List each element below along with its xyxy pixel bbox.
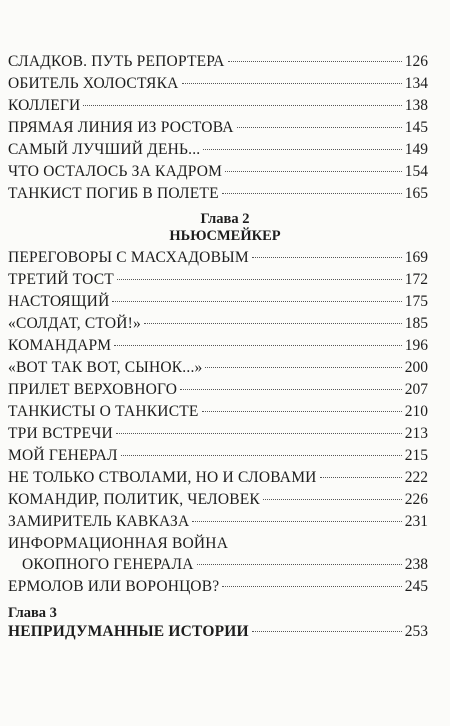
dot-leader [116, 433, 402, 434]
dot-leader [83, 105, 401, 106]
dot-leader [225, 171, 402, 172]
dot-leader [117, 279, 402, 280]
toc-entry-multiline-line2 [22, 555, 428, 576]
dot-leader [222, 193, 402, 194]
toc-entry-page: 222 [404, 469, 428, 486]
toc-entry-title: ЧТО ОСТАЛОСЬ ЗА КАДРОМ [8, 163, 223, 180]
dot-leader [320, 477, 402, 478]
toc-entry [8, 468, 428, 489]
toc-entry-page: 213 [404, 425, 428, 442]
dot-leader [202, 411, 402, 412]
toc-entry-title: ТАНКИСТ ПОГИБ В ПОЛЕТЕ [8, 185, 219, 202]
toc-entry-title: КОЛЛЕГИ [8, 97, 81, 114]
toc-entry-title: ТРЕТИЙ ТОСТ [8, 271, 114, 288]
dot-leader [205, 367, 401, 368]
toc-entry-multiline-line1 [8, 534, 428, 554]
toc-entry [8, 140, 428, 161]
dot-leader [112, 301, 401, 302]
chapter-3-label: Глава 3 [8, 605, 57, 621]
toc-entry-title: ЗАМИРИТЕЛЬ КАВКАЗА [8, 513, 190, 530]
toc-entry-page: 238 [404, 556, 428, 573]
toc-entry [8, 380, 428, 401]
dot-leader [121, 455, 402, 456]
toc-entry [8, 118, 428, 139]
toc-entry [8, 402, 428, 423]
toc-entry-page: 245 [404, 578, 428, 595]
toc-entry-page: 175 [404, 293, 428, 310]
toc-entry-title: ОБИТЕЛЬ ХОЛОСТЯКА [8, 75, 179, 92]
toc-entry [8, 248, 428, 269]
toc-entry-page: 145 [404, 119, 428, 136]
toc-entry [8, 270, 428, 291]
toc-entry-title: СЛАДКОВ. ПУТЬ РЕПОРТЕРА [8, 53, 225, 70]
toc-entry-page: 200 [404, 359, 428, 376]
dot-leader [180, 389, 402, 390]
toc-entry [8, 314, 428, 335]
toc-entry-page: 169 [404, 249, 428, 266]
dot-leader [182, 83, 402, 84]
toc-entry [8, 512, 428, 533]
toc-entry-title: НАСТОЯЩИЙ [8, 293, 110, 310]
toc-entry [8, 490, 428, 511]
toc-entry [8, 292, 428, 313]
toc-entry [8, 446, 428, 467]
toc-entry-page: 134 [404, 75, 428, 92]
dot-leader [263, 499, 402, 500]
dot-leader [228, 61, 402, 62]
toc-entry-title: ИНФОРМАЦИОННАЯ ВОЙНА [8, 535, 229, 552]
toc-entry-title: НЕ ТОЛЬКО СТВОЛАМИ, НО И СЛОВАМИ [8, 469, 317, 486]
dot-leader [222, 586, 401, 587]
toc-entry-page: 207 [404, 381, 428, 398]
toc-entry-page: 226 [404, 491, 428, 508]
toc-entry [8, 52, 428, 73]
toc-entry-title: ОКОПНОГО ГЕНЕРАЛА [22, 556, 194, 573]
chapter-3-title: НЕПРИДУМАННЫЕ ИСТОРИИ [8, 623, 249, 640]
toc-entry-page: 196 [404, 337, 428, 354]
toc-entry-title: ТРИ ВСТРЕЧИ [8, 425, 113, 442]
dot-leader [203, 149, 401, 150]
toc-entry-title: САМЫЙ ЛУЧШИЙ ДЕНЬ... [8, 141, 201, 158]
toc-entry-page: 210 [404, 403, 428, 420]
dot-leader [114, 345, 401, 346]
toc-entry-title: ПРИЛЕТ ВЕРХОВНОГО [8, 381, 178, 398]
toc-entry [8, 336, 428, 357]
toc-entry [8, 577, 428, 598]
dot-leader [237, 127, 402, 128]
toc-entry-title: ТАНКИСТЫ О ТАНКИСТЕ [8, 403, 199, 420]
chapter-2-label: Глава 2 [200, 211, 250, 227]
toc-entry-title: КОМАНДАРМ [8, 337, 112, 354]
dot-leader [252, 257, 402, 258]
toc-entry [8, 424, 428, 445]
toc-entry [8, 358, 428, 379]
dot-leader [197, 564, 402, 565]
toc-entry-title: ЕРМОЛОВ ИЛИ ВОРОНЦОВ? [8, 578, 220, 595]
toc-entry-title: ПЕРЕГОВОРЫ С МАСХАДОВЫМ [8, 249, 249, 266]
toc-entry-page: 149 [404, 141, 428, 158]
toc-entry-page: 126 [404, 53, 428, 70]
toc-entry-title: МОЙ ГЕНЕРАЛ [8, 447, 118, 464]
dot-leader [252, 631, 402, 632]
dot-leader [192, 521, 401, 522]
toc-entry-title: КОМАНДИР, ПОЛИТИК, ЧЕЛОВЕК [8, 491, 260, 508]
toc-entry [8, 74, 428, 95]
toc-entry-page: 172 [404, 271, 428, 288]
toc-entry [8, 162, 428, 183]
toc-entry [8, 184, 428, 205]
toc-entry-chapter-3 [8, 622, 428, 643]
toc-entry-page: 154 [404, 163, 428, 180]
toc-entry-title: «ВОТ ТАК ВОТ, СЫНОК...» [8, 359, 203, 376]
toc-entry-title: ПРЯМАЯ ЛИНИЯ ИЗ РОСТОВА [8, 119, 234, 136]
chapter-2-title: НЬЮСМЕЙКЕР [169, 228, 281, 244]
toc-entry-page: 185 [404, 315, 428, 332]
toc-entry-title: «СОЛДАТ, СТОЙ!» [8, 315, 141, 332]
toc-entry-page: 165 [404, 185, 428, 202]
toc-entry-page: 231 [404, 513, 428, 530]
toc-entry [8, 96, 428, 117]
dot-leader [144, 323, 402, 324]
toc-entry-page: 215 [404, 447, 428, 464]
toc-entry-page: 138 [404, 97, 428, 114]
toc-entry-page: 253 [404, 623, 428, 640]
